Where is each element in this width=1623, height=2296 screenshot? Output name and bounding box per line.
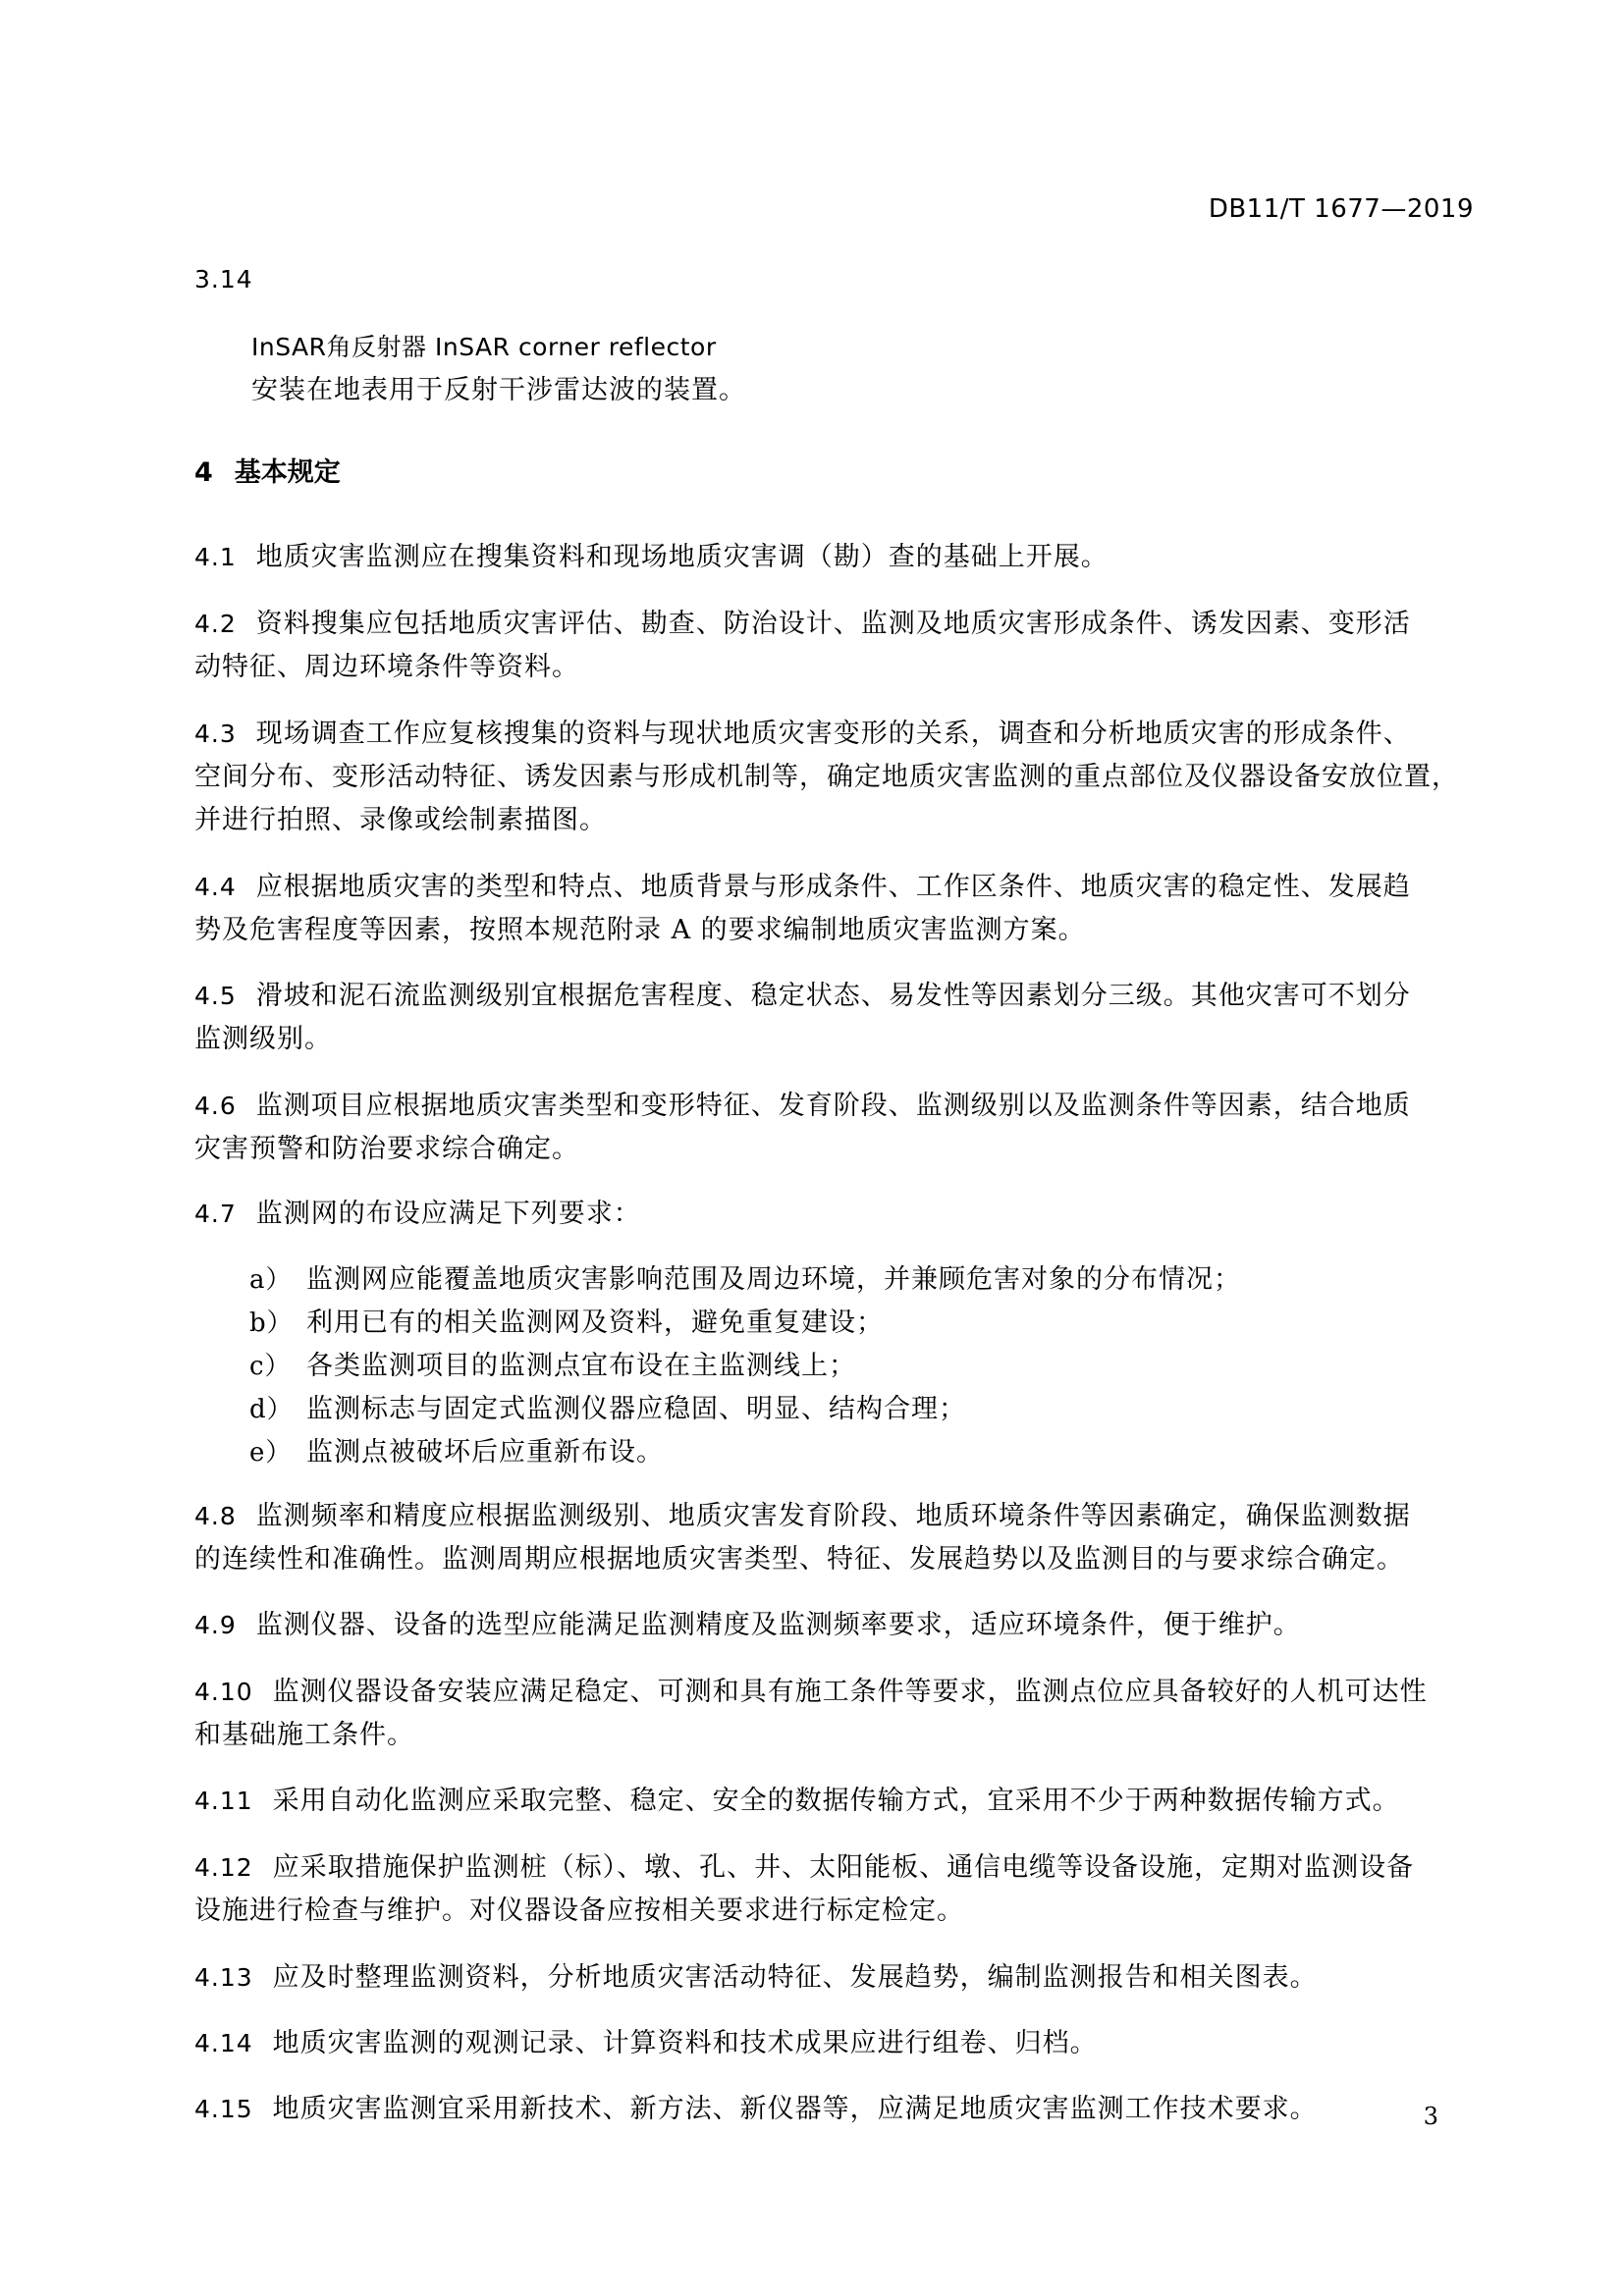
section-title: 基本规定 [234,457,341,488]
clause-text: 采用自动化监测应采取完整、稳定、安全的数据传输方式，宜采用不少于两种数据传输方式。 [272,1786,1400,1816]
list-text: 利用已有的相关监测网及资料，避免重复建设； [306,1308,884,1338]
standard-code: DB11/T 1677—2019 [1208,194,1474,224]
list-text: 监测标志与固定式监测仪器应稳固、明显、结构合理； [306,1394,966,1424]
clause-4-8 [194,1495,1476,1581]
clause-text: 监测仪器设备安装应满足稳定、可测和具有施工条件等要求，监测点位应具备较好的人机可达性 [272,1677,1428,1707]
section-4-heading [194,452,1476,495]
clause-4-14 [194,2022,1476,2065]
list-item-a [249,1258,1241,1302]
clause-text: 现场调查工作应复核搜集的资料与现状地质灾害变形的关系，调查和分析地质灾害的形成条件、 [255,719,1411,749]
list-mark: e） [249,1438,293,1468]
clause-text: 资料搜集应包括地质灾害评估、勘查、防治设计、监测及地质灾害形成条件、诱发因素、变形活 [255,609,1411,639]
list-item-d [249,1388,966,1431]
clause-4-12 [194,1846,1476,1933]
clause-text: 滑坡和泥石流监测级别宜根据危害程度、稳定状态、易发性等因素划分三级。其他灾害可不划分 [255,981,1411,1011]
clause-number: 4.12 [194,1853,253,1882]
clause-number: 4.14 [194,2029,253,2057]
clause-4-10 [194,1671,1476,1757]
clause-text: 应采取措施保护监测桩（标）、墩、孔、井、太阳能板、通信电缆等设备设施，定期对监测设备 [272,1852,1415,1883]
clause-4-9 [194,1604,1476,1647]
clause-number: 4.8 [194,1502,237,1530]
clause-number: 4.7 [194,1200,237,1228]
clause-number: 4.1 [194,543,237,571]
clause-text: 应及时整理监测资料，分析地质灾害活动特征、发展趋势，编制监测报告和相关图表。 [272,1962,1318,1993]
term-definition: 安装在地表用于反射干涉雷达波的装置。 [251,375,746,405]
clause-4-5 [194,975,1476,1061]
term-3-14-body [251,326,1533,412]
clause-4-2 [194,603,1476,689]
clause-number: 4.11 [194,1787,253,1815]
list-item-c [249,1345,856,1388]
list-text: 监测网应能覆盖地质灾害影响范围及周边环境，并兼顾危害对象的分布情况； [306,1264,1241,1295]
list-mark: b） [249,1308,294,1338]
clause-text: 地质灾害监测宜采用新技术、新方法、新仪器等，应满足地质灾害监测工作技术要求。 [272,2094,1318,2124]
clause-4-1 [194,536,1476,579]
clause-number: 4.13 [194,1963,253,1992]
clause-4-6 [194,1085,1476,1171]
clause-number: 4.10 [194,1678,253,1706]
clause-text: 和基础施工条件。 [194,1720,414,1750]
clause-text: 地质灾害监测的观测记录、计算资料和技术成果应进行组卷、归档。 [272,2028,1098,2058]
clause-text: 的连续性和准确性。监测周期应根据地质灾害类型、特征、发展趋势以及监测目的与要求综合确定。 [194,1544,1404,1575]
clause-text: 监测项目应根据地质灾害类型和变形特征、发育阶段、监测级别以及监测条件等因素，结合地质 [255,1091,1411,1121]
term-number: 3.14 [194,265,253,294]
clause-text: 势及危害程度等因素，按照本规范附录 A 的要求编制地质灾害监测方案。 [194,915,1086,945]
list-item-b [249,1302,884,1345]
clause-number: 4.4 [194,873,237,901]
clause-text: 设施进行检查与维护。对仪器设备应按相关要求进行标定检定。 [194,1896,964,1926]
clause-text: 地质灾害监测应在搜集资料和现场地质灾害调（勘）查的基础上开展。 [255,542,1109,572]
clause-text: 监测仪器、设备的选型应能满足监测精度及监测频率要求，适应环境条件，便于维护。 [255,1610,1301,1640]
clause-text: 并进行拍照、录像或绘制素描图。 [194,805,607,835]
clause-text: 监测级别。 [194,1024,332,1054]
clause-4-15 [194,2088,1476,2131]
clause-text: 动特征、周边环境条件等资料。 [194,652,579,682]
list-mark: c） [249,1352,292,1381]
clause-text: 灾害预警和防治要求综合确定。 [194,1134,579,1164]
clause-4-3 [194,713,1476,842]
clause-number: 4.6 [194,1092,237,1120]
list-mark: a） [249,1265,293,1295]
clause-4-11 [194,1780,1476,1823]
page-number: 3 [1423,2103,1438,2130]
clause-number: 4.2 [194,610,237,638]
list-item-e [249,1431,664,1474]
term-name: InSAR角反射器 InSAR corner reflector [251,333,717,361]
clause-number: 4.15 [194,2095,253,2123]
list-text: 监测点被破坏后应重新布设。 [306,1437,664,1468]
term-3-14 [194,258,1476,301]
clause-number: 4.3 [194,720,237,748]
clause-number: 4.9 [194,1611,237,1639]
section-number: 4 [194,457,213,488]
clause-4-4 [194,866,1476,952]
clause-4-7 [194,1193,1476,1236]
clause-text: 监测网的布设应满足下列要求： [255,1199,641,1229]
clause-number: 4.5 [194,982,237,1010]
clause-4-13 [194,1956,1476,2000]
list-text: 各类监测项目的监测点宜布设在主监测线上； [306,1351,856,1381]
clause-text: 空间分布、变形活动特征、诱发因素与形成机制等，确定地质灾害监测的重点部位及仪器设备安放位置， [194,762,1459,792]
clause-text: 监测频率和精度应根据监测级别、地质灾害发育阶段、地质环境条件等因素确定，确保监测数据 [255,1501,1411,1531]
list-mark: d） [249,1395,294,1424]
clause-text: 应根据地质灾害的类型和特点、地质背景与形成条件、工作区条件、地质灾害的稳定性、发展趋 [255,872,1411,902]
